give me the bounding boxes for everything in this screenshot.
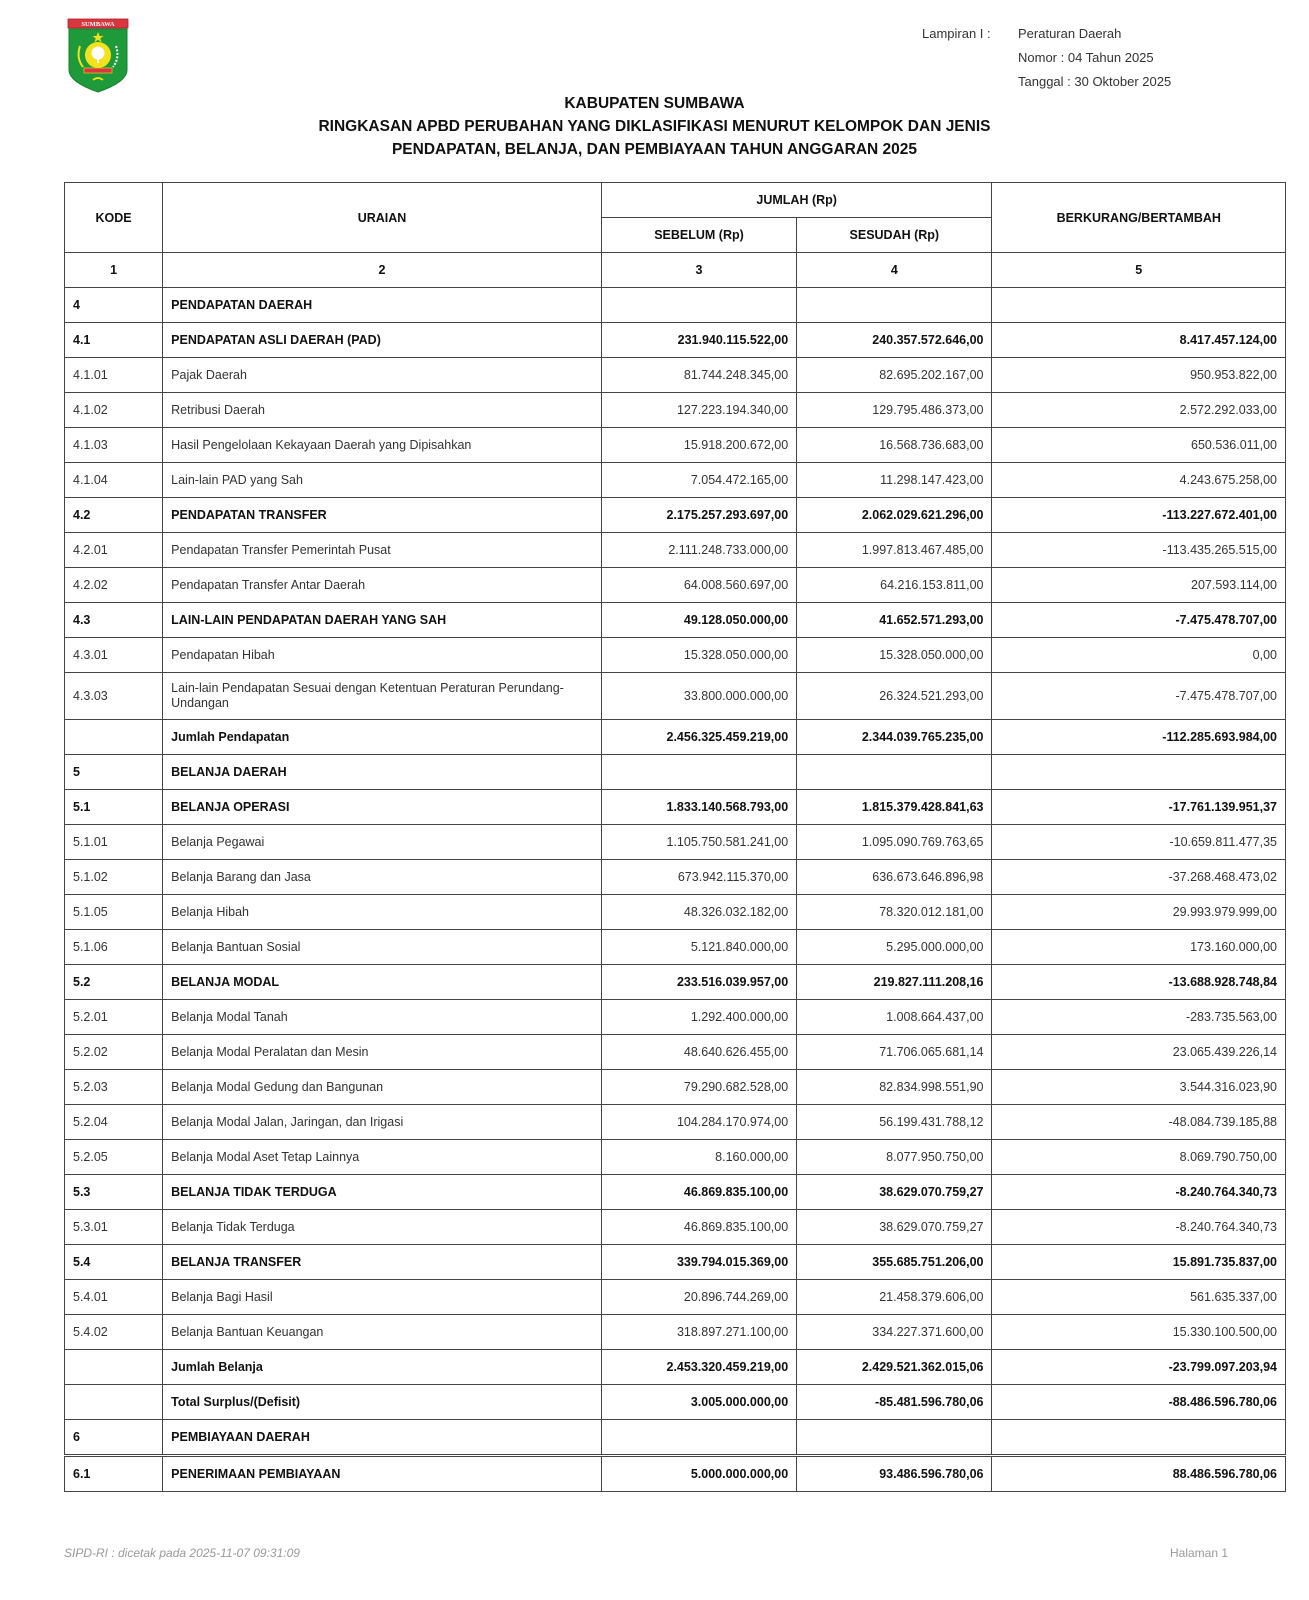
cell-sebelum: 15.328.050.000,00: [601, 638, 796, 673]
cell-sesudah: 240.357.572.646,00: [797, 323, 992, 358]
table-row: [65, 1035, 1286, 1070]
cell-kode: 5.1.06: [65, 930, 163, 965]
cell-kode: 5.3: [65, 1175, 163, 1210]
cell-uraian: Retribusi Daerah: [163, 393, 602, 428]
cell-berkurang-bertambah: -283.735.563,00: [992, 1000, 1286, 1035]
cell-berkurang-bertambah: 8.417.457.124,00: [992, 323, 1286, 358]
header-sesudah: SESUDAH (Rp): [797, 218, 992, 253]
cell-kode: [65, 1350, 163, 1385]
cell-kode: 4.1: [65, 323, 163, 358]
header-jumlah: JUMLAH (Rp): [601, 183, 992, 218]
cell-uraian: Pendapatan Transfer Pemerintah Pusat: [163, 533, 602, 568]
table-body: [65, 288, 1286, 1492]
cell-kode: 6.1: [65, 1456, 163, 1492]
table-row: [65, 720, 1286, 755]
table-row: [65, 463, 1286, 498]
cell-sesudah: 1.997.813.467.485,00: [797, 533, 992, 568]
table-row: [65, 1070, 1286, 1105]
cell-berkurang-bertambah: -10.659.811.477,35: [992, 825, 1286, 860]
cell-sebelum: 2.111.248.733.000,00: [601, 533, 796, 568]
col-number-3: 3: [601, 253, 796, 288]
table-row: [65, 673, 1286, 720]
lampiran-block: [922, 22, 1171, 94]
cell-berkurang-bertambah: 650.536.011,00: [992, 428, 1286, 463]
cell-berkurang-bertambah: [992, 755, 1286, 790]
cell-sesudah: 16.568.736.683,00: [797, 428, 992, 463]
cell-sesudah: 11.298.147.423,00: [797, 463, 992, 498]
cell-uraian: Jumlah Belanja: [163, 1350, 602, 1385]
sumbawa-coat-of-arms-logo: [66, 18, 130, 94]
cell-sebelum: 46.869.835.100,00: [601, 1210, 796, 1245]
header-uraian: URAIAN: [163, 183, 602, 253]
table-row: [65, 568, 1286, 603]
cell-uraian: BELANJA DAERAH: [163, 755, 602, 790]
table-row: [65, 895, 1286, 930]
header-sebelum: SEBELUM (Rp): [601, 218, 796, 253]
header-kode: KODE: [65, 183, 163, 253]
cell-kode: 5.1.05: [65, 895, 163, 930]
cell-kode: 5: [65, 755, 163, 790]
cell-sebelum: 673.942.115.370,00: [601, 860, 796, 895]
cell-berkurang-bertambah: 950.953.822,00: [992, 358, 1286, 393]
cell-kode: 4.2.01: [65, 533, 163, 568]
table-row: [65, 1280, 1286, 1315]
cell-sesudah: 78.320.012.181,00: [797, 895, 992, 930]
title-line-1: RINGKASAN APBD PERUBAHAN YANG DIKLASIFIKASI MENURUT KELOMPOK DAN JENIS: [318, 118, 991, 135]
cell-sebelum: 79.290.682.528,00: [601, 1070, 796, 1105]
cell-sebelum: [601, 1420, 796, 1456]
cell-kode: 5.1: [65, 790, 163, 825]
cell-berkurang-bertambah: 15.891.735.837,00: [992, 1245, 1286, 1280]
cell-sesudah: [797, 755, 992, 790]
cell-sesudah: 15.328.050.000,00: [797, 638, 992, 673]
cell-kode: 5.2.02: [65, 1035, 163, 1070]
cell-berkurang-bertambah: -37.268.468.473,02: [992, 860, 1286, 895]
table-row: [65, 1385, 1286, 1420]
lampiran-date: Tanggal : 30 Oktober 2025: [1018, 74, 1172, 89]
cell-sesudah: 82.695.202.167,00: [797, 358, 992, 393]
cell-sebelum: [601, 288, 796, 323]
cell-sesudah: 2.062.029.621.296,00: [797, 498, 992, 533]
cell-kode: 4.2: [65, 498, 163, 533]
cell-sesudah: 93.486.596.780,06: [797, 1456, 992, 1492]
cell-uraian: BELANJA TIDAK TERDUGA: [163, 1175, 602, 1210]
cell-uraian: PENDAPATAN DAERAH: [163, 288, 602, 323]
cell-berkurang-bertambah: 8.069.790.750,00: [992, 1140, 1286, 1175]
cell-berkurang-bertambah: 207.593.114,00: [992, 568, 1286, 603]
cell-sebelum: 104.284.170.974,00: [601, 1105, 796, 1140]
cell-kode: 4.1.01: [65, 358, 163, 393]
cell-sebelum: 231.940.115.522,00: [601, 323, 796, 358]
cell-sesudah: 82.834.998.551,90: [797, 1070, 992, 1105]
table-row: [65, 638, 1286, 673]
cell-sesudah: 219.827.111.208,16: [797, 965, 992, 1000]
cell-uraian: LAIN-LAIN PENDAPATAN DAERAH YANG SAH: [163, 603, 602, 638]
cell-kode: 4: [65, 288, 163, 323]
cell-sebelum: 8.160.000,00: [601, 1140, 796, 1175]
cell-berkurang-bertambah: 15.330.100.500,00: [992, 1315, 1286, 1350]
cell-sebelum: 127.223.194.340,00: [601, 393, 796, 428]
cell-sesudah: 71.706.065.681,14: [797, 1035, 992, 1070]
cell-sebelum: 3.005.000.000,00: [601, 1385, 796, 1420]
cell-berkurang-bertambah: 29.993.979.999,00: [992, 895, 1286, 930]
cell-sesudah: 41.652.571.293,00: [797, 603, 992, 638]
cell-sebelum: 7.054.472.165,00: [601, 463, 796, 498]
col-number-1: 1: [65, 253, 163, 288]
cell-kode: 4.1.03: [65, 428, 163, 463]
cell-sesudah: 129.795.486.373,00: [797, 393, 992, 428]
cell-berkurang-bertambah: 4.243.675.258,00: [992, 463, 1286, 498]
lampiran-number: Nomor : 04 Tahun 2025: [1018, 50, 1154, 65]
cell-sebelum: 48.326.032.182,00: [601, 895, 796, 930]
cell-kode: 5.2.04: [65, 1105, 163, 1140]
cell-sesudah: 21.458.379.606,00: [797, 1280, 992, 1315]
cell-uraian: Belanja Bantuan Sosial: [163, 930, 602, 965]
cell-berkurang-bertambah: [992, 1420, 1286, 1456]
cell-kode: [65, 1385, 163, 1420]
cell-sebelum: 5.000.000.000,00: [601, 1456, 796, 1492]
table-row: [65, 1245, 1286, 1280]
cell-berkurang-bertambah: -7.475.478.707,00: [992, 603, 1286, 638]
cell-kode: 4.2.02: [65, 568, 163, 603]
cell-kode: 4.1.02: [65, 393, 163, 428]
cell-sebelum: 1.292.400.000,00: [601, 1000, 796, 1035]
cell-kode: 6: [65, 1420, 163, 1456]
cell-kode: 4.3.03: [65, 673, 163, 720]
cell-sebelum: 1.833.140.568.793,00: [601, 790, 796, 825]
cell-sebelum: 33.800.000.000,00: [601, 673, 796, 720]
cell-kode: 5.2.01: [65, 1000, 163, 1035]
page-number: Halaman 1: [1170, 1546, 1229, 1560]
cell-uraian: Belanja Modal Gedung dan Bangunan: [163, 1070, 602, 1105]
cell-uraian: Total Surplus/(Defisit): [163, 1385, 602, 1420]
cell-sebelum: 2.456.325.459.219,00: [601, 720, 796, 755]
cell-sesudah: 355.685.751.206,00: [797, 1245, 992, 1280]
table-row: [65, 1210, 1286, 1245]
cell-berkurang-bertambah: -112.285.693.984,00: [992, 720, 1286, 755]
cell-uraian: BELANJA TRANSFER: [163, 1245, 602, 1280]
table-row: [65, 603, 1286, 638]
cell-sebelum: 64.008.560.697,00: [601, 568, 796, 603]
cell-kode: 5.4: [65, 1245, 163, 1280]
cell-berkurang-bertambah: 88.486.596.780,06: [992, 1456, 1286, 1492]
table-row: [65, 288, 1286, 323]
cell-berkurang-bertambah: -23.799.097.203,94: [992, 1350, 1286, 1385]
cell-uraian: Lain-lain Pendapatan Sesuai dengan Ketentuan Peraturan Perundang-Undangan: [163, 673, 602, 720]
cell-uraian: Belanja Modal Jalan, Jaringan, dan Irigasi: [163, 1105, 602, 1140]
cell-sesudah: 334.227.371.600,00: [797, 1315, 992, 1350]
document-title-block: [0, 92, 1309, 161]
table-row: [65, 1350, 1286, 1385]
cell-berkurang-bertambah: 561.635.337,00: [992, 1280, 1286, 1315]
col-number-5: 5: [992, 253, 1286, 288]
table-row: [65, 1175, 1286, 1210]
table-row: [65, 428, 1286, 463]
table-row: [65, 1456, 1286, 1492]
cell-uraian: Belanja Tidak Terduga: [163, 1210, 602, 1245]
cell-uraian: Belanja Modal Aset Tetap Lainnya: [163, 1140, 602, 1175]
title-regency: KABUPATEN SUMBAWA: [564, 95, 745, 112]
cell-sesudah: 26.324.521.293,00: [797, 673, 992, 720]
cell-sesudah: 8.077.950.750,00: [797, 1140, 992, 1175]
table-row: [65, 1140, 1286, 1175]
cell-sesudah: 2.429.521.362.015,06: [797, 1350, 992, 1385]
cell-kode: 5.3.01: [65, 1210, 163, 1245]
cell-uraian: Belanja Modal Tanah: [163, 1000, 602, 1035]
cell-sebelum: 49.128.050.000,00: [601, 603, 796, 638]
cell-uraian: Pajak Daerah: [163, 358, 602, 393]
cell-sebelum: 1.105.750.581.241,00: [601, 825, 796, 860]
cell-uraian: Belanja Hibah: [163, 895, 602, 930]
cell-uraian: PENDAPATAN TRANSFER: [163, 498, 602, 533]
table-row: [65, 1000, 1286, 1035]
print-timestamp: SIPD-RI : dicetak pada 2025-11-07 09:31:09: [64, 1546, 300, 1560]
cell-uraian: Belanja Bagi Hasil: [163, 1280, 602, 1315]
cell-kode: 5.1.02: [65, 860, 163, 895]
cell-sesudah: -85.481.596.780,06: [797, 1385, 992, 1420]
cell-sesudah: 1.095.090.769.763,65: [797, 825, 992, 860]
table-row: [65, 790, 1286, 825]
table-row: [65, 1105, 1286, 1140]
table-row: [65, 323, 1286, 358]
title-line-2: PENDAPATAN, BELANJA, DAN PEMBIAYAAN TAHUN ANGGARAN 2025: [391, 141, 918, 158]
cell-berkurang-bertambah: -8.240.764.340,73: [992, 1210, 1286, 1245]
cell-berkurang-bertambah: -13.688.928.748,84: [992, 965, 1286, 1000]
cell-berkurang-bertambah: 2.572.292.033,00: [992, 393, 1286, 428]
table-row: [65, 965, 1286, 1000]
table-row: [65, 930, 1286, 965]
table-row: [65, 1315, 1286, 1350]
col-number-4: 4: [797, 253, 992, 288]
cell-berkurang-bertambah: 3.544.316.023,90: [992, 1070, 1286, 1105]
cell-sesudah: 5.295.000.000,00: [797, 930, 992, 965]
cell-sebelum: 46.869.835.100,00: [601, 1175, 796, 1210]
cell-berkurang-bertambah: -17.761.139.951,37: [992, 790, 1286, 825]
cell-berkurang-bertambah: 23.065.439.226,14: [992, 1035, 1286, 1070]
apbd-summary-table: [64, 182, 1286, 1492]
cell-uraian: Belanja Bantuan Keuangan: [163, 1315, 602, 1350]
lampiran-label: Lampiran I :: [922, 26, 991, 41]
cell-sebelum: 81.744.248.345,00: [601, 358, 796, 393]
table-row: [65, 358, 1286, 393]
cell-sesudah: 636.673.646.896,98: [797, 860, 992, 895]
cell-sesudah: 38.629.070.759,27: [797, 1175, 992, 1210]
cell-kode: 4.3: [65, 603, 163, 638]
cell-kode: 5.1.01: [65, 825, 163, 860]
cell-berkurang-bertambah: -113.435.265.515,00: [992, 533, 1286, 568]
cell-berkurang-bertambah: 0,00: [992, 638, 1286, 673]
cell-berkurang-bertambah: [992, 288, 1286, 323]
cell-sebelum: 233.516.039.957,00: [601, 965, 796, 1000]
cell-uraian: Hasil Pengelolaan Kekayaan Daerah yang Dipisahkan: [163, 428, 602, 463]
cell-berkurang-bertambah: -8.240.764.340,73: [992, 1175, 1286, 1210]
cell-uraian: Belanja Pegawai: [163, 825, 602, 860]
cell-berkurang-bertambah: -113.227.672.401,00: [992, 498, 1286, 533]
cell-uraian: Pendapatan Hibah: [163, 638, 602, 673]
cell-uraian: Jumlah Pendapatan: [163, 720, 602, 755]
cell-kode: 4.3.01: [65, 638, 163, 673]
cell-berkurang-bertambah: -7.475.478.707,00: [992, 673, 1286, 720]
table-row: [65, 1420, 1286, 1456]
cell-uraian: Pendapatan Transfer Antar Daerah: [163, 568, 602, 603]
header-berkurang-bertambah: BERKURANG/BERTAMBAH: [992, 183, 1286, 253]
cell-kode: [65, 720, 163, 755]
cell-sesudah: 38.629.070.759,27: [797, 1210, 992, 1245]
cell-sebelum: 2.453.320.459.219,00: [601, 1350, 796, 1385]
cell-sebelum: 2.175.257.293.697,00: [601, 498, 796, 533]
cell-berkurang-bertambah: -88.486.596.780,06: [992, 1385, 1286, 1420]
cell-kode: 5.2.03: [65, 1070, 163, 1105]
cell-sebelum: 318.897.271.100,00: [601, 1315, 796, 1350]
cell-sesudah: [797, 288, 992, 323]
cell-sebelum: 48.640.626.455,00: [601, 1035, 796, 1070]
cell-kode: 5.2: [65, 965, 163, 1000]
cell-sesudah: 56.199.431.788,12: [797, 1105, 992, 1140]
cell-sebelum: 15.918.200.672,00: [601, 428, 796, 463]
cell-uraian: Lain-lain PAD yang Sah: [163, 463, 602, 498]
cell-kode: 5.4.01: [65, 1280, 163, 1315]
cell-uraian: BELANJA MODAL: [163, 965, 602, 1000]
table-row: [65, 825, 1286, 860]
col-number-2: 2: [163, 253, 602, 288]
cell-uraian: PEMBIAYAAN DAERAH: [163, 1420, 602, 1456]
cell-kode: 5.2.05: [65, 1140, 163, 1175]
cell-uraian: Belanja Barang dan Jasa: [163, 860, 602, 895]
cell-berkurang-bertambah: -48.084.739.185,88: [992, 1105, 1286, 1140]
table-row: [65, 498, 1286, 533]
table-row: [65, 755, 1286, 790]
cell-kode: 5.4.02: [65, 1315, 163, 1350]
cell-sebelum: 20.896.744.269,00: [601, 1280, 796, 1315]
cell-kode: 4.1.04: [65, 463, 163, 498]
svg-text:SUMBAWA: SUMBAWA: [81, 21, 115, 29]
cell-sesudah: [797, 1420, 992, 1456]
cell-uraian: BELANJA OPERASI: [163, 790, 602, 825]
lampiran-regulation: Peraturan Daerah: [1018, 26, 1122, 41]
cell-sesudah: 1.008.664.437,00: [797, 1000, 992, 1035]
cell-sesudah: 1.815.379.428.841,63: [797, 790, 992, 825]
cell-sebelum: [601, 755, 796, 790]
cell-uraian: Belanja Modal Peralatan dan Mesin: [163, 1035, 602, 1070]
cell-uraian: PENERIMAAN PEMBIAYAAN: [163, 1456, 602, 1492]
cell-uraian: PENDAPATAN ASLI DAERAH (PAD): [163, 323, 602, 358]
cell-sesudah: 64.216.153.811,00: [797, 568, 992, 603]
cell-sebelum: 5.121.840.000,00: [601, 930, 796, 965]
table-row: [65, 860, 1286, 895]
cell-berkurang-bertambah: 173.160.000,00: [992, 930, 1286, 965]
cell-sesudah: 2.344.039.765.235,00: [797, 720, 992, 755]
table-row: [65, 533, 1286, 568]
table-row: [65, 393, 1286, 428]
cell-sebelum: 339.794.015.369,00: [601, 1245, 796, 1280]
